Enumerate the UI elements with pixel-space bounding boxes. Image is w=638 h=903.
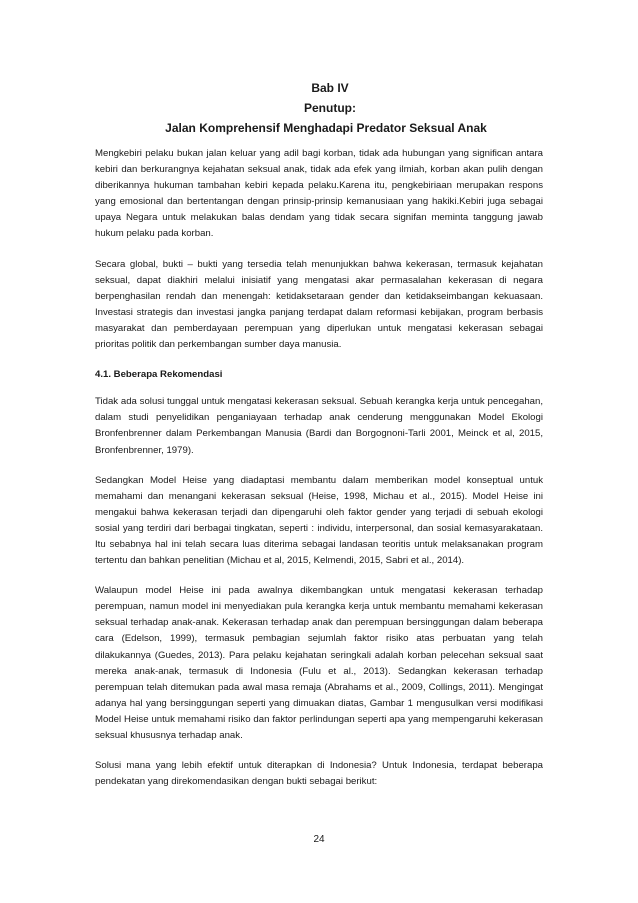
intro-paragraph-2: Secara global, bukti – bukti yang tersedia telah menunjukkan bahwa kekerasan, termasuk kejahatan seksual, dapat diakhiri melalui inisiatif yang mengatasi akar permasalahan kekerasan di negara berpenghasilan rendah dan menengah: ketidaksetaraan gender dan ketidakseimbangan kekuasaan. Investasi strategis dan investasi jangka panjang terdapat dalam reformasi kebijakan, program berbasis masyarakat dan pemberdayaan perempuan yang diperlukan untuk mengatasi kekerasan sebagai prioritas politik dan perkembangan sumber daya manusia. bbox=[95, 258, 543, 351]
section-paragraph-1: Tidak ada solusi tunggal untuk mengatasi kekerasan seksual. Sebuah kerangka kerja untuk pencegahan, dalam studi penyelidikan penganiayaan terhadap anak cenderung menggunakan Model Ekologi Bronfenbrenner dalam Perkembangan Manusia (Bardi dan Borgognoni-Tarli 2001, Meinck et al, 2015, Bronfenbrenner, 1979). bbox=[95, 396, 543, 456]
chapter-title-block bbox=[0, 78, 638, 138]
chapter-number: Bab IV bbox=[311, 81, 349, 95]
section-heading: 4.1. Beberapa Rekomendasi bbox=[95, 369, 223, 381]
section-paragraph-2: Sedangkan Model Heise yang diadaptasi membantu dalam memberikan model konseptual untuk memahami dan menangani kekerasan seksual (Heise, 1998, Michau et al., 2015). Model Heise ini mengakui bahwa kekerasan terjadi dan dipengaruhi oleh faktor gender yang terjadi di sebuah ekologi sosial yang terdiri dari berbagai tingkatan, seperti : individu, interpersonal, dan sosial kemasyarakataan. Itu sebabnya hal ini telah secara luas diterima sebagai landasan teoritis untuk melaksanakan program tertentu dan bahkan penelitian (Michau et al, 2015, Kelmendi, 2015, Sabri et al., 2014). bbox=[95, 474, 543, 567]
section-paragraph-4: Solusi mana yang lebih efektif untuk diterapkan di Indonesia? Untuk Indonesia, terdapat beberapa pendekatan yang direkomendasikan dengan bukti sebagai berikut: bbox=[95, 760, 543, 788]
page-body bbox=[95, 146, 543, 804]
chapter-subtitle: Penutup: bbox=[304, 101, 356, 115]
page-number: 24 bbox=[313, 834, 325, 845]
section-paragraph-3: Walaupun model Heise ini pada awalnya dikembangkan untuk mengatasi kekerasan terhadap perempuan, namun model ini menyediakan pula kerangka kerja untuk membantu memahami kekerasan seksual terhadap anak-anak. Kekerasan terhadap anak dan perempuan bersinggungan dalam beberapa cara (Edelson, 1999), termasuk pembagian sejumlah faktor risiko atas perbuatan yang telah dilakukannya (Guedes, 2013). Para pelaku kejahatan seringkali adalah korban pelecehan seksual saat mereka anak-anak, termasuk di Indonesia (Fulu et al., 2013). Sedangkan kekerasan terhadap perempuan telah ditemukan pada awal masa remaja (Abrahams et al., 2009, Collings, 2011). Mengingat adanya hal yang bersinggungan seperti yang dimuakan diatas, Gambar 1 mengusulkan versi modifikasi Model Heise untuk memahami risiko dan faktor perlindungan seperti apa yang mempengaruhi kekerasan seksual khususnya terhadap anak. bbox=[95, 585, 543, 741]
chapter-title: Jalan Komprehensif Menghadapi Predator Seksual Anak bbox=[165, 121, 487, 135]
intro-paragraph-1: Mengkebiri pelaku bukan jalan keluar yang adil bagi korban, tidak ada hubungan yang significan antara kebiri dan berkurangnya kejahatan seksual anak, tidak ada efek yang ilmiah, korban akan pulih dengan diberikannya hukuman tambahan kebiri kepada pelaku.Karena itu, pengkebiriaan merupakan respons yang emosional dan bertentangan dengan prinsip-prinsip kemanusiaan yang hakiki.Kebiri juga sebagai upaya Negara untuk melakukan balas dendam yang tidak secara signifan meminta tanggung jawab hukum pelaku pada korban. bbox=[95, 148, 543, 240]
